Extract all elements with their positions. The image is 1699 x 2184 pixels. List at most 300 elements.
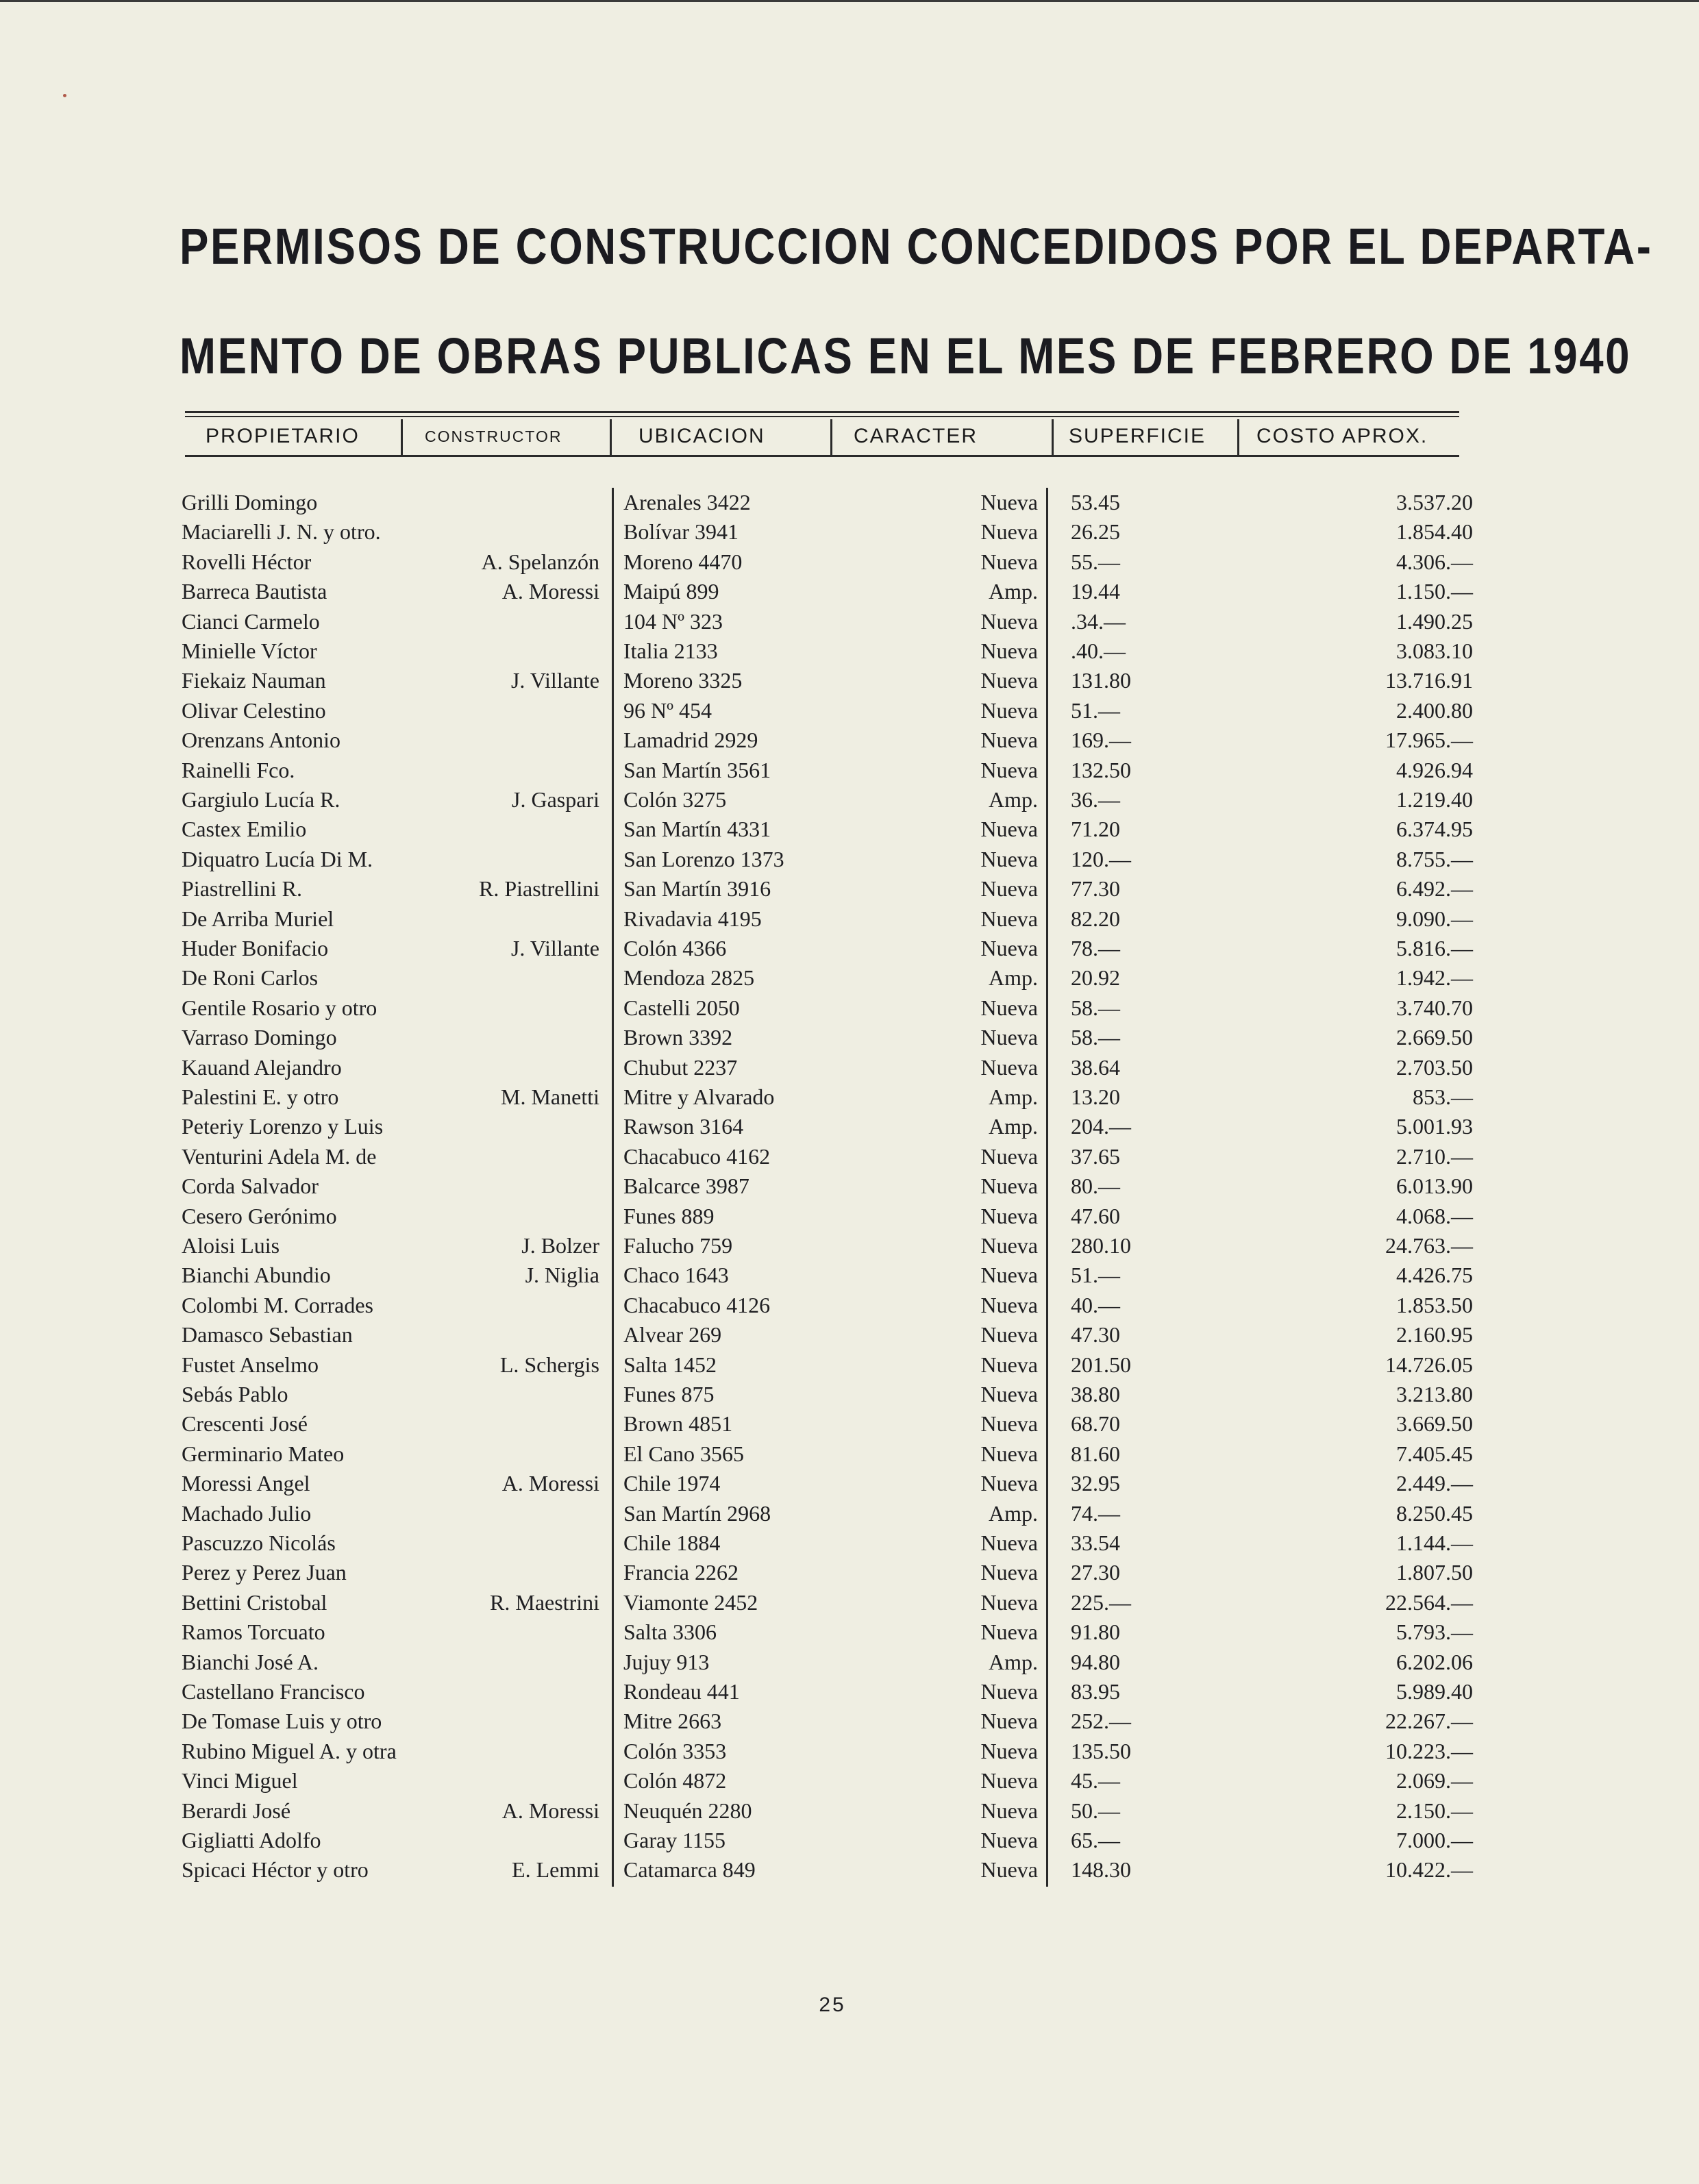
cell-ubicacion: Viamonte 2452 bbox=[623, 1589, 758, 1615]
cell-costo: 14.726.05 bbox=[1385, 1352, 1473, 1377]
cell-ubicacion: Colón 4872 bbox=[623, 1768, 727, 1794]
header-bottom-rule bbox=[185, 455, 1459, 457]
cell-caracter: Nueva bbox=[980, 1709, 1038, 1734]
cell-ubicacion: 104 Nº 323 bbox=[623, 608, 723, 634]
cell-costo: 2.449.— bbox=[1396, 1471, 1473, 1496]
cell-caracter: Nueva bbox=[980, 1322, 1038, 1348]
table-row bbox=[0, 845, 1699, 874]
cell-costo: 1.853.50 bbox=[1396, 1292, 1473, 1317]
cell-costo: 1.144.— bbox=[1396, 1530, 1473, 1555]
table-row bbox=[0, 1112, 1699, 1141]
table-row bbox=[0, 1350, 1699, 1380]
cell-caracter: Amp. bbox=[989, 1500, 1038, 1526]
cell-costo: 4.426.75 bbox=[1396, 1263, 1473, 1288]
table-row bbox=[0, 1409, 1699, 1439]
cell-superficie: 132.50 bbox=[1071, 757, 1131, 782]
title-line-1: PERMISOS DE CONSTRUCCION CONCEDIDOS POR EL DEPARTA- bbox=[179, 218, 1653, 275]
header-divider-4 bbox=[1052, 419, 1054, 455]
cell-ubicacion: 96 Nº 454 bbox=[623, 697, 712, 723]
cell-ubicacion: San Lorenzo 1373 bbox=[623, 846, 784, 871]
cell-costo: 3.537.20 bbox=[1396, 490, 1473, 514]
cell-costo: 5.816.— bbox=[1396, 936, 1473, 960]
cell-ubicacion: Chile 1884 bbox=[623, 1530, 721, 1555]
table-row bbox=[0, 1588, 1699, 1617]
cell-caracter: Nueva bbox=[980, 1233, 1038, 1258]
cell-propietario: Palestini E. y otro bbox=[182, 1084, 339, 1109]
cell-ubicacion: Chacabuco 4162 bbox=[623, 1143, 771, 1169]
cell-superficie: 51.— bbox=[1071, 1263, 1120, 1288]
cell-caracter: Amp. bbox=[989, 787, 1038, 812]
cell-superficie: 83.95 bbox=[1071, 1679, 1120, 1704]
cell-superficie: 78.— bbox=[1071, 936, 1120, 960]
table-row bbox=[0, 1796, 1699, 1826]
cell-propietario: Moressi Angel bbox=[182, 1471, 310, 1496]
table-row bbox=[0, 1261, 1699, 1290]
cell-constructor: J. Bolzer bbox=[521, 1233, 599, 1258]
cell-superficie: 51.— bbox=[1071, 697, 1120, 723]
page-title bbox=[179, 192, 1653, 411]
header-caracter: CARACTER bbox=[854, 425, 978, 447]
cell-ubicacion: Bolívar 3941 bbox=[623, 519, 739, 545]
header-divider-2 bbox=[610, 419, 612, 455]
table-row bbox=[0, 577, 1699, 606]
cell-costo: 1.219.40 bbox=[1396, 787, 1473, 812]
table-row bbox=[0, 547, 1699, 577]
cell-costo: 1.490.25 bbox=[1396, 608, 1473, 634]
cell-ubicacion: Chile 1974 bbox=[623, 1471, 721, 1496]
cell-caracter: Nueva bbox=[980, 1411, 1038, 1437]
cell-caracter: Nueva bbox=[980, 1679, 1038, 1704]
cell-constructor: A. Moressi bbox=[501, 1471, 599, 1496]
cell-ubicacion: Moreno 4470 bbox=[623, 549, 743, 574]
cell-constructor: A. Moressi bbox=[501, 1798, 599, 1823]
cell-ubicacion: Rivadavia 4195 bbox=[623, 906, 762, 931]
cell-constructor: J. Villante bbox=[510, 668, 599, 693]
table-row bbox=[0, 517, 1699, 547]
cell-caracter: Nueva bbox=[980, 1054, 1038, 1080]
table-row bbox=[0, 1528, 1699, 1558]
cell-constructor: J. Niglia bbox=[525, 1263, 599, 1288]
cell-ubicacion: Chaco 1643 bbox=[623, 1263, 729, 1288]
table-row bbox=[0, 607, 1699, 636]
header-constructor: CONSTRUCTOR bbox=[425, 427, 562, 445]
table-row bbox=[0, 1142, 1699, 1171]
cell-propietario: Castex Emilio bbox=[182, 817, 307, 842]
cell-propietario: Vinci Miguel bbox=[182, 1768, 298, 1794]
header-divider-1 bbox=[401, 419, 403, 455]
cell-propietario: Diquatro Lucía Di M. bbox=[182, 846, 373, 871]
cell-propietario: Rubino Miguel A. y otra bbox=[182, 1738, 397, 1763]
cell-ubicacion: Neuquén 2280 bbox=[623, 1798, 752, 1823]
header-divider-5 bbox=[1237, 419, 1239, 455]
cell-ubicacion: Mendoza 2825 bbox=[623, 965, 755, 991]
cell-superficie: 131.80 bbox=[1071, 668, 1131, 693]
cell-costo: 3.083.10 bbox=[1396, 638, 1473, 663]
cell-superficie: 148.30 bbox=[1071, 1857, 1131, 1883]
cell-costo: 4.306.— bbox=[1396, 549, 1473, 574]
cell-superficie: 58.— bbox=[1071, 1025, 1120, 1050]
cell-propietario: Aloisi Luis bbox=[182, 1233, 280, 1258]
cell-propietario: Fustet Anselmo bbox=[182, 1352, 319, 1377]
cell-constructor: E. Lemmi bbox=[512, 1857, 599, 1883]
cell-caracter: Nueva bbox=[980, 490, 1038, 514]
cell-ubicacion: Garay 1155 bbox=[623, 1828, 726, 1852]
cell-propietario: Gargiulo Lucía R. bbox=[182, 787, 340, 812]
cell-caracter: Nueva bbox=[980, 817, 1038, 842]
cell-propietario: Corda Salvador bbox=[182, 1174, 319, 1199]
cell-ubicacion: Colón 3353 bbox=[623, 1738, 727, 1763]
cell-propietario: Sebás Pablo bbox=[182, 1382, 288, 1406]
cell-constructor: M. Manetti bbox=[501, 1084, 599, 1109]
header-ubicacion: UBICACION bbox=[638, 425, 765, 447]
cell-propietario: Germinario Mateo bbox=[182, 1441, 345, 1466]
cell-caracter: Nueva bbox=[980, 1143, 1038, 1169]
cell-costo: 6.013.90 bbox=[1396, 1174, 1473, 1199]
cell-propietario: De Arriba Muriel bbox=[182, 906, 334, 931]
cell-ubicacion: Mitre 2663 bbox=[623, 1709, 722, 1734]
cell-superficie: 32.95 bbox=[1071, 1471, 1120, 1496]
cell-constructor: R. Maestrini bbox=[490, 1589, 599, 1615]
page-number: 25 bbox=[819, 1994, 846, 2016]
cell-ubicacion: Lamadrid 2929 bbox=[623, 728, 758, 753]
cell-costo: 3.740.70 bbox=[1396, 995, 1473, 1020]
cell-superficie: 80.— bbox=[1071, 1174, 1120, 1199]
cell-superficie: 27.30 bbox=[1071, 1560, 1120, 1585]
cell-ubicacion: Brown 4851 bbox=[623, 1411, 733, 1437]
cell-caracter: Nueva bbox=[980, 1382, 1038, 1406]
cell-caracter: Nueva bbox=[980, 728, 1038, 753]
cell-ubicacion: Balcarce 3987 bbox=[623, 1174, 749, 1199]
cell-caracter: Nueva bbox=[980, 876, 1038, 902]
table-row bbox=[0, 1053, 1699, 1082]
table-row bbox=[0, 1439, 1699, 1469]
page-top-edge bbox=[0, 0, 1699, 2]
cell-caracter: Nueva bbox=[980, 1292, 1038, 1317]
cell-superficie: 26.25 bbox=[1071, 519, 1120, 545]
table-row bbox=[0, 666, 1699, 695]
cell-ubicacion: Italia 2133 bbox=[623, 638, 718, 663]
cell-superficie: 47.30 bbox=[1071, 1322, 1120, 1348]
cell-caracter: Nueva bbox=[980, 1857, 1038, 1883]
cell-ubicacion: Colón 4366 bbox=[623, 936, 727, 960]
cell-ubicacion: Funes 889 bbox=[623, 1203, 715, 1228]
table-row bbox=[0, 1380, 1699, 1409]
table-row bbox=[0, 725, 1699, 755]
table-row bbox=[0, 1826, 1699, 1855]
cell-propietario: Gigliatti Adolfo bbox=[182, 1828, 321, 1852]
cell-superficie: 19.44 bbox=[1071, 579, 1120, 604]
cell-ubicacion: Salta 1452 bbox=[623, 1352, 717, 1377]
cell-superficie: 81.60 bbox=[1071, 1441, 1120, 1466]
cell-propietario: Pascuzzo Nicolás bbox=[182, 1530, 336, 1555]
cell-caracter: Nueva bbox=[980, 757, 1038, 782]
cell-propietario: Venturini Adela M. de bbox=[182, 1143, 377, 1169]
table-row bbox=[0, 993, 1699, 1023]
cell-superficie: 201.50 bbox=[1071, 1352, 1131, 1377]
cell-costo: 2.669.50 bbox=[1396, 1025, 1473, 1050]
cell-costo: 10.422.— bbox=[1385, 1857, 1473, 1883]
cell-propietario: Perez y Perez Juan bbox=[182, 1560, 347, 1585]
cell-constructor: R. Piastrellini bbox=[479, 876, 599, 902]
cell-propietario: Peteriy Lorenzo y Luis bbox=[182, 1114, 384, 1139]
cell-superficie: .40.— bbox=[1071, 638, 1126, 663]
cell-propietario: Cesero Gerónimo bbox=[182, 1203, 337, 1228]
cell-ubicacion: El Cano 3565 bbox=[623, 1441, 744, 1466]
cell-superficie: 204.— bbox=[1071, 1114, 1131, 1139]
cell-constructor: A. Moressi bbox=[501, 579, 599, 604]
cell-costo: 22.564.— bbox=[1385, 1589, 1473, 1615]
table-row bbox=[0, 1171, 1699, 1201]
table-row bbox=[0, 696, 1699, 725]
cell-caracter: Nueva bbox=[980, 1203, 1038, 1228]
cell-superficie: 77.30 bbox=[1071, 876, 1120, 902]
table-row bbox=[0, 785, 1699, 815]
cell-costo: 9.090.— bbox=[1396, 906, 1473, 931]
cell-costo: 2.069.— bbox=[1396, 1768, 1473, 1794]
cell-propietario: Bettini Cristobal bbox=[182, 1589, 327, 1615]
cell-superficie: 252.— bbox=[1071, 1709, 1131, 1734]
header-top-rule bbox=[185, 411, 1459, 413]
table-row bbox=[0, 934, 1699, 963]
cell-ubicacion: Funes 875 bbox=[623, 1382, 715, 1406]
cell-costo: 1.807.50 bbox=[1396, 1560, 1473, 1585]
cell-superficie: 225.— bbox=[1071, 1589, 1131, 1615]
cell-propietario: Bianchi Abundio bbox=[182, 1263, 331, 1288]
cell-costo: 6.202.06 bbox=[1396, 1649, 1473, 1674]
cell-superficie: 135.50 bbox=[1071, 1738, 1131, 1763]
cell-superficie: 65.— bbox=[1071, 1828, 1120, 1852]
paper-speck bbox=[63, 94, 66, 97]
cell-costo: 22.267.— bbox=[1385, 1709, 1473, 1734]
cell-superficie: 91.80 bbox=[1071, 1620, 1120, 1645]
cell-propietario: Minielle Víctor bbox=[182, 638, 317, 663]
cell-caracter: Nueva bbox=[980, 1352, 1038, 1377]
cell-superficie: 36.— bbox=[1071, 787, 1120, 812]
table-row bbox=[0, 1023, 1699, 1052]
cell-caracter: Amp. bbox=[989, 579, 1038, 604]
cell-ubicacion: Salta 3306 bbox=[623, 1620, 717, 1645]
cell-ubicacion: Mitre y Alvarado bbox=[623, 1084, 775, 1109]
cell-caracter: Nueva bbox=[980, 1798, 1038, 1823]
cell-costo: 2.160.95 bbox=[1396, 1322, 1473, 1348]
cell-caracter: Nueva bbox=[980, 1441, 1038, 1466]
table-row bbox=[0, 1469, 1699, 1498]
cell-costo: 8.755.— bbox=[1396, 846, 1473, 871]
cell-caracter: Amp. bbox=[989, 1649, 1038, 1674]
cell-superficie: .34.— bbox=[1071, 608, 1126, 634]
table-row bbox=[0, 1082, 1699, 1112]
cell-ubicacion: San Martín 3916 bbox=[623, 876, 771, 902]
cell-superficie: 120.— bbox=[1071, 846, 1131, 871]
cell-costo: 6.374.95 bbox=[1396, 817, 1473, 842]
cell-propietario: Rovelli Héctor bbox=[182, 549, 312, 574]
cell-propietario: Colombi M. Corrades bbox=[182, 1292, 373, 1317]
table-row bbox=[0, 1231, 1699, 1261]
cell-caracter: Nueva bbox=[980, 906, 1038, 931]
table-row bbox=[0, 815, 1699, 844]
cell-caracter: Nueva bbox=[980, 936, 1038, 960]
header-propietario: PROPIETARIO bbox=[206, 425, 360, 447]
cell-costo: 24.763.— bbox=[1385, 1233, 1473, 1258]
cell-propietario: Barreca Bautista bbox=[182, 579, 327, 604]
title-line-2: MENTO DE OBRAS PUBLICAS EN EL MES DE FEBRERO DE 1940 bbox=[179, 327, 1632, 384]
cell-superficie: 40.— bbox=[1071, 1292, 1120, 1317]
table-row bbox=[0, 1320, 1699, 1350]
cell-propietario: Huder Bonifacio bbox=[182, 936, 329, 960]
cell-caracter: Nueva bbox=[980, 519, 1038, 545]
cell-propietario: Piastrellini R. bbox=[182, 876, 302, 902]
cell-caracter: Nueva bbox=[980, 1174, 1038, 1199]
table-row bbox=[0, 1707, 1699, 1736]
cell-caracter: Nueva bbox=[980, 1589, 1038, 1615]
cell-costo: 2.710.— bbox=[1396, 1143, 1473, 1169]
cell-superficie: 82.20 bbox=[1071, 906, 1120, 931]
cell-superficie: 47.60 bbox=[1071, 1203, 1120, 1228]
cell-ubicacion: Castelli 2050 bbox=[623, 995, 740, 1020]
cell-superficie: 45.— bbox=[1071, 1768, 1120, 1794]
cell-constructor: A. Spelanzón bbox=[481, 549, 599, 574]
cell-costo: 7.000.— bbox=[1396, 1828, 1473, 1852]
cell-costo: 5.793.— bbox=[1396, 1620, 1473, 1645]
table-row bbox=[0, 488, 1699, 517]
cell-propietario: Cianci Carmelo bbox=[182, 608, 320, 634]
cell-caracter: Amp. bbox=[989, 965, 1038, 991]
header-costo: COSTO APROX. bbox=[1256, 425, 1428, 447]
cell-costo: 7.405.45 bbox=[1396, 1441, 1473, 1466]
table-row bbox=[0, 963, 1699, 993]
cell-superficie: 33.54 bbox=[1071, 1530, 1120, 1555]
cell-superficie: 58.— bbox=[1071, 995, 1120, 1020]
cell-superficie: 38.64 bbox=[1071, 1054, 1120, 1080]
cell-caracter: Nueva bbox=[980, 1530, 1038, 1555]
cell-costo: 13.716.91 bbox=[1385, 668, 1473, 693]
table-row bbox=[0, 1855, 1699, 1885]
cell-propietario: Rainelli Fco. bbox=[182, 757, 295, 782]
cell-ubicacion: Alvear 269 bbox=[623, 1322, 722, 1348]
cell-propietario: Berardi José bbox=[182, 1798, 291, 1823]
cell-ubicacion: San Martín 3561 bbox=[623, 757, 771, 782]
cell-superficie: 280.10 bbox=[1071, 1233, 1131, 1258]
cell-costo: 5.989.40 bbox=[1396, 1679, 1473, 1704]
cell-costo: 2.150.— bbox=[1396, 1798, 1473, 1823]
cell-costo: 1.854.40 bbox=[1396, 519, 1473, 545]
header-top-rule-2 bbox=[185, 416, 1459, 417]
cell-caracter: Nueva bbox=[980, 995, 1038, 1020]
cell-caracter: Nueva bbox=[980, 668, 1038, 693]
cell-caracter: Amp. bbox=[989, 1114, 1038, 1139]
table-row bbox=[0, 874, 1699, 904]
table-row bbox=[0, 1558, 1699, 1587]
cell-superficie: 38.80 bbox=[1071, 1382, 1120, 1406]
cell-superficie: 37.65 bbox=[1071, 1143, 1120, 1169]
cell-costo: 17.965.— bbox=[1385, 728, 1473, 753]
cell-propietario: Machado Julio bbox=[182, 1500, 312, 1526]
cell-caracter: Nueva bbox=[980, 846, 1038, 871]
cell-ubicacion: Maipú 899 bbox=[623, 579, 719, 604]
cell-superficie: 53.45 bbox=[1071, 490, 1120, 514]
cell-caracter: Nueva bbox=[980, 1768, 1038, 1794]
cell-caracter: Nueva bbox=[980, 638, 1038, 663]
cell-costo: 5.001.93 bbox=[1396, 1114, 1473, 1139]
cell-caracter: Nueva bbox=[980, 608, 1038, 634]
cell-costo: 853.— bbox=[1413, 1084, 1473, 1109]
cell-caracter: Nueva bbox=[980, 1828, 1038, 1852]
table-row bbox=[0, 1202, 1699, 1231]
table-row bbox=[0, 1617, 1699, 1647]
table-row bbox=[0, 904, 1699, 934]
cell-propietario: Bianchi José A. bbox=[182, 1649, 319, 1674]
cell-propietario: Ramos Torcuato bbox=[182, 1620, 325, 1645]
cell-propietario: Spicaci Héctor y otro bbox=[182, 1857, 369, 1883]
cell-superficie: 55.— bbox=[1071, 549, 1120, 574]
header-superficie: SUPERFICIE bbox=[1069, 425, 1206, 447]
cell-costo: 1.150.— bbox=[1396, 579, 1473, 604]
cell-propietario: Orenzans Antonio bbox=[182, 728, 340, 753]
cell-superficie: 50.— bbox=[1071, 1798, 1120, 1823]
cell-costo: 4.926.94 bbox=[1396, 757, 1473, 782]
cell-constructor: L. Schergis bbox=[499, 1352, 599, 1377]
cell-costo: 3.669.50 bbox=[1396, 1411, 1473, 1437]
cell-propietario: Damasco Sebastian bbox=[182, 1322, 353, 1348]
cell-superficie: 169.— bbox=[1071, 728, 1131, 753]
cell-caracter: Amp. bbox=[989, 1084, 1038, 1109]
cell-caracter: Nueva bbox=[980, 1025, 1038, 1050]
cell-propietario: De Tomase Luis y otro bbox=[182, 1709, 382, 1734]
table-row bbox=[0, 756, 1699, 785]
cell-caracter: Nueva bbox=[980, 1471, 1038, 1496]
cell-ubicacion: Jujuy 913 bbox=[623, 1649, 710, 1674]
cell-propietario: Grilli Domingo bbox=[182, 490, 318, 514]
cell-caracter: Nueva bbox=[980, 697, 1038, 723]
cell-propietario: De Roni Carlos bbox=[182, 965, 319, 991]
cell-superficie: 71.20 bbox=[1071, 817, 1120, 842]
cell-constructor: J. Gaspari bbox=[512, 787, 599, 812]
cell-ubicacion: Brown 3392 bbox=[623, 1025, 733, 1050]
table-row bbox=[0, 1648, 1699, 1677]
cell-ubicacion: San Martín 2968 bbox=[623, 1500, 771, 1526]
cell-propietario: Crescenti José bbox=[182, 1411, 308, 1437]
table-row bbox=[0, 1677, 1699, 1707]
cell-ubicacion: Rondeau 441 bbox=[623, 1679, 740, 1704]
cell-propietario: Olivar Celestino bbox=[182, 697, 326, 723]
cell-costo: 2.703.50 bbox=[1396, 1054, 1473, 1080]
cell-ubicacion: Chacabuco 4126 bbox=[623, 1292, 771, 1317]
cell-ubicacion: Falucho 759 bbox=[623, 1233, 733, 1258]
cell-propietario: Maciarelli J. N. y otro. bbox=[182, 519, 381, 545]
cell-costo: 6.492.— bbox=[1396, 876, 1473, 902]
cell-ubicacion: Rawson 3164 bbox=[623, 1114, 744, 1139]
cell-ubicacion: Francia 2262 bbox=[623, 1560, 739, 1585]
cell-propietario: Kauand Alejandro bbox=[182, 1054, 342, 1080]
cell-ubicacion: Chubut 2237 bbox=[623, 1054, 738, 1080]
cell-caracter: Nueva bbox=[980, 1560, 1038, 1585]
cell-costo: 8.250.45 bbox=[1396, 1500, 1473, 1526]
table-row bbox=[0, 636, 1699, 666]
cell-ubicacion: Moreno 3325 bbox=[623, 668, 743, 693]
cell-ubicacion: Arenales 3422 bbox=[623, 490, 751, 514]
cell-superficie: 94.80 bbox=[1071, 1649, 1120, 1674]
cell-ubicacion: San Martín 4331 bbox=[623, 817, 771, 842]
table-row bbox=[0, 1766, 1699, 1796]
cell-caracter: Nueva bbox=[980, 1738, 1038, 1763]
cell-propietario: Varraso Domingo bbox=[182, 1025, 337, 1050]
cell-costo: 2.400.80 bbox=[1396, 697, 1473, 723]
cell-propietario: Castellano Francisco bbox=[182, 1679, 365, 1704]
cell-costo: 10.223.— bbox=[1385, 1738, 1473, 1763]
cell-ubicacion: Colón 3275 bbox=[623, 787, 727, 812]
table-row bbox=[0, 1499, 1699, 1528]
cell-constructor: J. Villante bbox=[510, 936, 599, 960]
